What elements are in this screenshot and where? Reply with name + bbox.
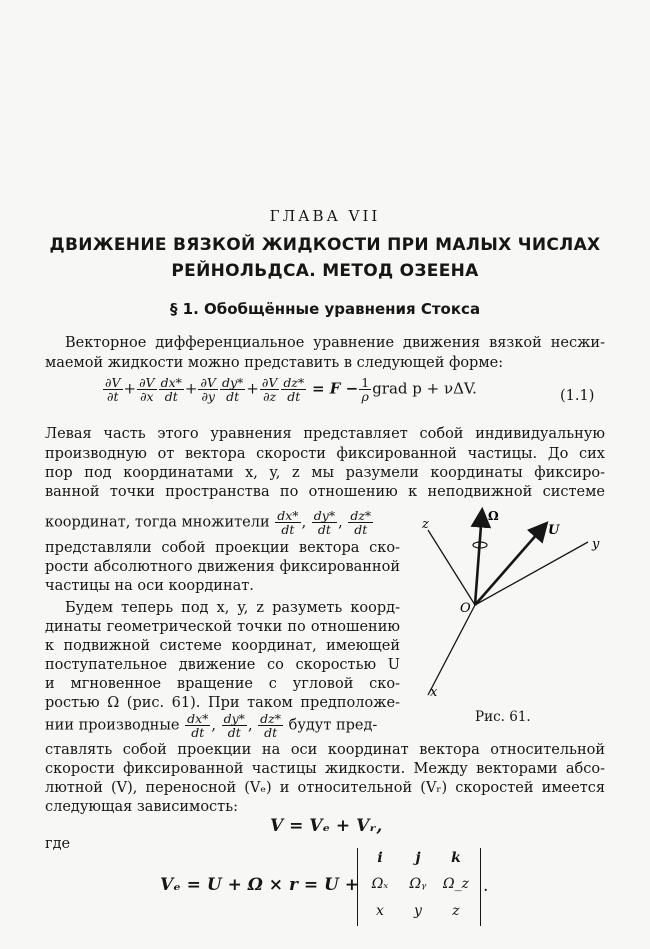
omega-label: Ω (488, 509, 499, 523)
para3-line-2: динаты геометрической точки по отношению (45, 619, 400, 635)
z-axis (428, 530, 475, 605)
para3-line-10: лютной (V), переносной (Vₑ) и относительной (Vᵣ) скоростей имеется (45, 780, 605, 796)
equation-number: (1.1) (560, 388, 595, 404)
det-cell: k (451, 850, 461, 866)
z-label: z (422, 517, 429, 532)
determinant (357, 848, 481, 926)
para2-line-7: рости абсолютного движения фиксированной (45, 559, 400, 575)
para2-line-3: пор под координатами x, y, z мы разумели координаты фиксиро- (45, 465, 605, 481)
velocity-U-vector (475, 525, 545, 605)
figure-caption: Рис. 61. (475, 709, 531, 725)
para3-line-5: и мгновенное вращение с угловой ско- (45, 676, 400, 692)
equation-transport-velocity: Vₑ = U + Ω × r = U + (160, 875, 359, 895)
y-axis (475, 542, 588, 605)
where-label: где (45, 836, 71, 852)
det-cell: Ωₓ (371, 876, 389, 892)
equation-1-1: $\frac{\partial V}{\partial t}$ + $\frac{\partial V}{\partial x}$ $\frac{dx*}{dt}$ + $\frac{\partial V}{\partial y}$ $\frac{dy*}{dt}$ + $\frac{\partial V}{\partial z}$ $\frac{dz*}{dt}$ = F − $\frac{1}{\rho}$ grad p + νΔV. (105, 375, 477, 404)
para3-line-3: к подвижной системе координат, имеющей (45, 638, 400, 654)
chapter-title-line-1: ДВИЖЕНИЕ ВЯЗКОЙ ЖИДКОСТИ ПРИ МАЛЫХ ЧИСЛАХ (49, 235, 601, 255)
para3-line-4: поступательное движение со скоростью U (45, 657, 400, 673)
U-label: U (548, 523, 560, 538)
chapter-title-line-2: РЕЙНОЛЬДСА. МЕТОД ОЗЕЕНА (171, 261, 479, 281)
origin-label: O (460, 601, 471, 616)
equation-velocity-sum: V = Vₑ + Vᵣ, (270, 816, 383, 836)
det-cell: x (376, 903, 384, 919)
para3-line-7: нии производные $\frac{dx*}{dt}$ , $\frac{dy*}{dt}$ , $\frac{dz*}{dt}$ будут пред- (45, 711, 378, 740)
para3-line-1: Будем теперь под x, y, z разуметь коорд- (65, 600, 400, 616)
para3-line-6: ростью Ω (рис. 61). При таком предположе- (45, 695, 400, 711)
det-cell: j (415, 850, 421, 866)
x-label: x (430, 685, 438, 700)
det-cell: Ω_z (443, 876, 469, 892)
para2-line-4: ванной точки пространства по отношению к неподвижной системе (45, 484, 605, 500)
para2-line-5: координат, тогда множители $\frac{dx*}{dt}$ , $\frac{dy*}{dt}$ , $\frac{dz*}{dt}$ (45, 508, 372, 537)
para2-line-8: частицы на оси координат. (45, 578, 254, 594)
para1-line-2: маемой жидкости можно представить в следующей форме: (45, 355, 504, 371)
para3-line-11: следующая зависимость: (45, 799, 238, 815)
det-end: . (483, 876, 489, 896)
omega-vector (475, 512, 482, 605)
para3-line-8: ставлять собой проекции на оси координат вектора относительной (45, 742, 605, 758)
det-cell: i (377, 850, 383, 866)
para2-line-2: производную от вектора скорости фиксированной частицы. До сих (45, 446, 605, 462)
para1-line-1: Векторное дифференциальное уравнение движения вязкой несжи- (65, 335, 605, 351)
figure-61 (400, 500, 620, 710)
x-axis (428, 605, 475, 695)
det-cell: Ωᵧ (409, 876, 427, 892)
para3-line-9: скорости фиксированной частицы жидкости. Между векторами абсо- (45, 761, 605, 777)
section-heading: § 1. Обобщённые уравнения Стокса (169, 300, 481, 318)
det-cell: y (414, 903, 422, 919)
chapter-label: ГЛАВА VII (269, 207, 381, 225)
para2-line-1: Левая часть этого уравнения представляет собой индивидуальную (45, 426, 605, 442)
y-label: y (592, 537, 600, 552)
det-cell: z (452, 903, 460, 919)
para2-line-6: представляли собой проекции вектора ско- (45, 540, 400, 556)
